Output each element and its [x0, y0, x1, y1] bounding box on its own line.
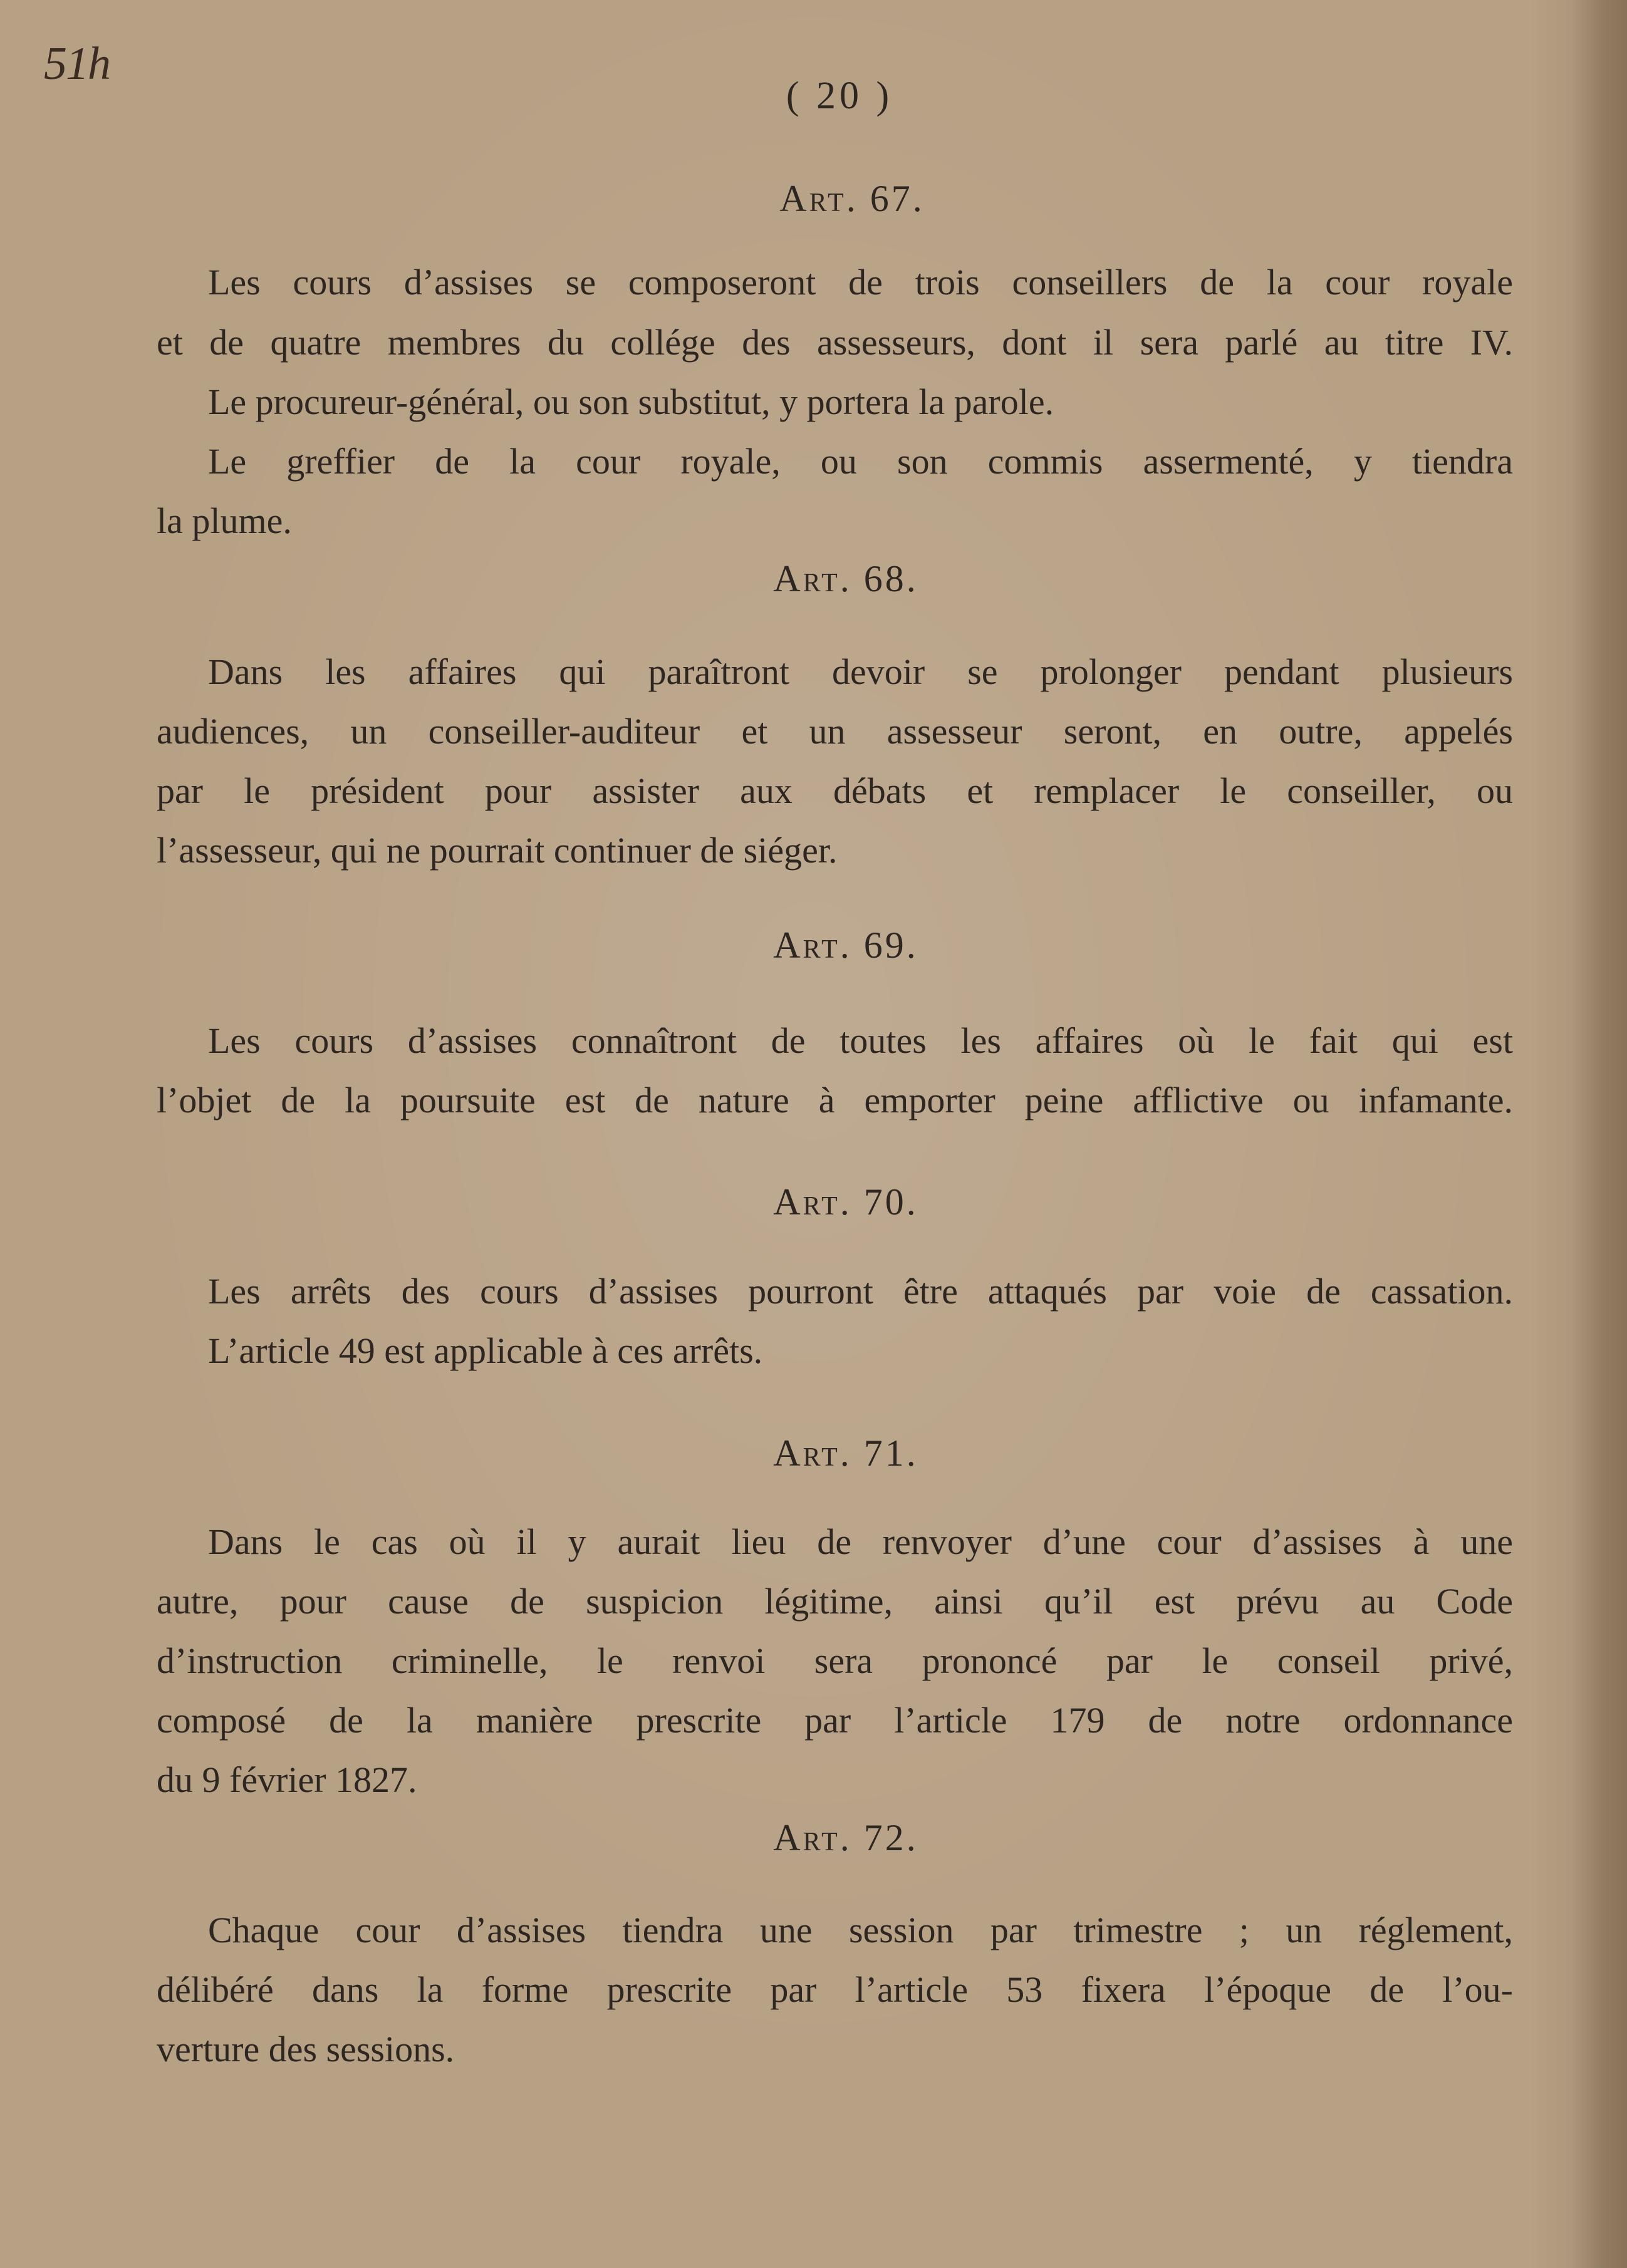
article-line: audiences, un conseiller-auditeur et un assesseur seront, en outre, appelés: [157, 711, 1513, 752]
article-line: du 9 février 1827.: [157, 1759, 417, 1800]
article-heading: Art. 72.: [773, 1817, 918, 1858]
article-line: l’assesseur, qui ne pourrait continuer de siéger.: [157, 830, 838, 871]
article-line: d’instruction criminelle, le renvoi sera prononcé par le conseil privé,: [157, 1640, 1513, 1681]
article-line: Chaque cour d’assises tiendra une session par trimestre ; un réglement,: [208, 1910, 1513, 1950]
article-line: Le procureur-général, ou son substitut, y portera la parole.: [208, 381, 1054, 422]
article-line: L’article 49 est applicable à ces arrêts.: [208, 1330, 763, 1371]
article-line: autre, pour cause de suspicion légitime, ainsi qu’il est prévu au Code: [157, 1581, 1513, 1622]
article-heading: Art. 69.: [773, 924, 918, 966]
page-number: ( 20 ): [786, 75, 893, 117]
article-line: Les cours d’assises connaîtront de toutes les affaires où le fait qui est: [208, 1020, 1513, 1061]
article-line: Dans le cas où il y aurait lieu de renvoyer d’une cour d’assises à une: [208, 1521, 1513, 1562]
article-line: par le président pour assister aux débats et remplacer le conseiller, ou: [157, 770, 1513, 811]
article-line: Les arrêts des cours d’assises pourront être attaqués par voie de cassation.: [208, 1271, 1513, 1312]
article-line: et de quatre membres du collége des assesseurs, dont il sera parlé au titre IV.: [157, 322, 1513, 363]
article-line: Les cours d’assises se composeront de trois conseillers de la cour royale: [208, 262, 1513, 303]
page-edge-shadow: [1571, 0, 1627, 2268]
article-line: délibéré dans la forme prescrite par l’article 53 fixera l’époque de l’ou-: [157, 1969, 1513, 2010]
article-line: l’objet de la poursuite est de nature à emporter peine afflictive ou infamante.: [157, 1080, 1513, 1121]
article-heading: Art. 68.: [773, 558, 918, 599]
article-line: la plume.: [157, 500, 292, 541]
article-line: Le greffier de la cour royale, ou son commis assermenté, y tiendra: [208, 441, 1513, 482]
article-heading: Art. 70.: [773, 1181, 918, 1223]
article-heading: Art. 67.: [779, 178, 925, 219]
article-heading: Art. 71.: [773, 1432, 918, 1474]
article-line: Dans les affaires qui paraîtront devoir se prolonger pendant plusieurs: [208, 651, 1513, 692]
margin-annotation: 51h: [44, 38, 110, 90]
article-line: composé de la manière prescrite par l’article 179 de notre ordonnance: [157, 1700, 1513, 1741]
article-line: verture des sessions.: [157, 2029, 455, 2069]
